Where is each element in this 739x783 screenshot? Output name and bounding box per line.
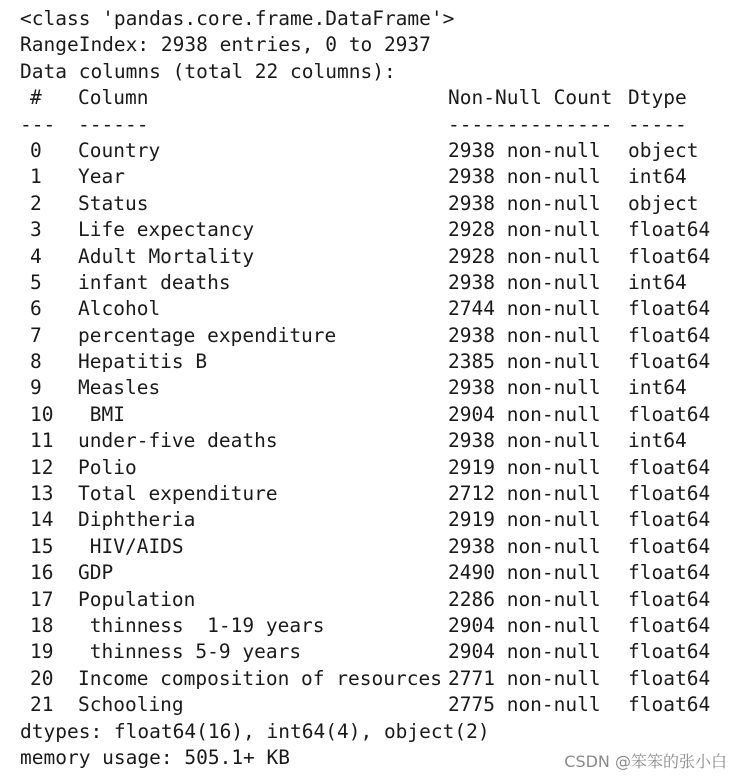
row-column-name: Alcohol xyxy=(78,297,161,321)
row-dtype: float64 xyxy=(628,587,711,611)
header-column: Column xyxy=(78,86,149,110)
range-index-line: RangeIndex: 2938 entries, 0 to 2937 xyxy=(20,33,431,57)
row-dtype: float64 xyxy=(628,402,711,426)
row-non-null-count: 2904 non-null xyxy=(448,402,601,426)
table-row xyxy=(20,692,739,718)
header-non-null-count: Non-Null Count xyxy=(448,86,613,110)
row-non-null-count: 2385 non-null xyxy=(448,350,601,374)
row-dtype: object xyxy=(628,138,699,162)
rule-non-null-count: -------------- xyxy=(448,112,613,136)
table-row xyxy=(20,639,739,665)
table-row xyxy=(20,455,739,481)
row-column-name: Life expectancy xyxy=(78,218,255,242)
row-index: 15 xyxy=(30,534,54,558)
row-column-name: GDP xyxy=(78,561,114,585)
table-row xyxy=(20,191,739,217)
row-column-name: Year xyxy=(78,165,125,189)
row-index: 17 xyxy=(30,587,54,611)
row-column-name: Population xyxy=(78,587,196,611)
row-column-name: Adult Mortality xyxy=(78,244,255,268)
row-dtype: float64 xyxy=(628,482,711,506)
row-non-null-count: 2928 non-null xyxy=(448,218,601,242)
table-row xyxy=(20,349,739,375)
row-index: 11 xyxy=(30,429,54,453)
row-non-null-count: 2490 non-null xyxy=(448,561,601,585)
row-index: 0 xyxy=(30,138,42,162)
table-header xyxy=(20,85,739,111)
row-column-name: Measles xyxy=(78,376,161,400)
row-non-null-count: 2919 non-null xyxy=(448,455,601,479)
table-row xyxy=(20,375,739,401)
row-index: 13 xyxy=(30,482,54,506)
row-non-null-count: 2286 non-null xyxy=(448,587,601,611)
row-index: 9 xyxy=(30,376,42,400)
row-index: 12 xyxy=(30,455,54,479)
row-dtype: float64 xyxy=(628,508,711,532)
row-column-name: Status xyxy=(78,191,149,215)
row-column-name: thinness 5-9 years xyxy=(78,640,302,664)
table-row xyxy=(20,323,739,349)
row-index: 3 xyxy=(30,218,42,242)
row-non-null-count: 2938 non-null xyxy=(448,376,601,400)
row-dtype: float64 xyxy=(628,534,711,558)
row-non-null-count: 2938 non-null xyxy=(448,138,601,162)
row-index: 20 xyxy=(30,666,54,690)
rule-column: ------ xyxy=(78,112,149,136)
table-row xyxy=(20,560,739,586)
row-dtype: float64 xyxy=(628,218,711,242)
rule-dtype: ----- xyxy=(628,112,687,136)
table-rule xyxy=(20,112,739,138)
row-dtype: float64 xyxy=(628,350,711,374)
row-non-null-count: 2938 non-null xyxy=(448,323,601,347)
row-dtype: float64 xyxy=(628,613,711,637)
row-index: 14 xyxy=(30,508,54,532)
row-column-name: thinness 1-19 years xyxy=(78,613,325,637)
row-non-null-count: 2919 non-null xyxy=(448,508,601,532)
table-row xyxy=(20,164,739,190)
table-row xyxy=(20,613,739,639)
row-non-null-count: 2775 non-null xyxy=(448,693,601,717)
row-non-null-count: 2744 non-null xyxy=(448,297,601,321)
class-line: <class 'pandas.core.frame.DataFrame'> xyxy=(20,7,455,30)
row-column-name: Schooling xyxy=(78,693,184,717)
row-non-null-count: 2938 non-null xyxy=(448,165,601,189)
row-index: 7 xyxy=(30,323,42,347)
row-non-null-count: 2904 non-null xyxy=(448,613,601,637)
row-column-name: BMI xyxy=(78,402,125,426)
table-row xyxy=(20,587,739,613)
dtypes-line: dtypes: float64(16), int64(4), object(2) xyxy=(20,719,490,743)
row-column-name: HIV/AIDS xyxy=(78,534,184,558)
data-columns-line: Data columns (total 22 columns): xyxy=(20,59,396,83)
table-row xyxy=(20,534,739,560)
table-row xyxy=(20,428,739,454)
row-index: 2 xyxy=(30,191,42,215)
table-row xyxy=(20,138,739,164)
row-index: 18 xyxy=(30,613,54,637)
row-non-null-count: 2904 non-null xyxy=(448,640,601,664)
table-row xyxy=(20,244,739,270)
row-dtype: float64 xyxy=(628,455,711,479)
header-dtype: Dtype xyxy=(628,86,687,110)
table-row xyxy=(20,270,739,296)
csdn-watermark: CSDN @笨笨的张小白 xyxy=(564,751,727,771)
row-index: 5 xyxy=(30,270,42,294)
row-column-name: Polio xyxy=(78,455,137,479)
rule-index: --- xyxy=(20,112,56,136)
row-dtype: object xyxy=(628,191,699,215)
table-row xyxy=(20,296,739,322)
row-dtype: int64 xyxy=(628,165,687,189)
table-row xyxy=(20,402,739,428)
table-body xyxy=(20,138,739,719)
row-column-name: under-five deaths xyxy=(78,429,278,453)
row-dtype: int64 xyxy=(628,270,687,294)
row-index: 1 xyxy=(30,165,42,189)
row-non-null-count: 2928 non-null xyxy=(448,244,601,268)
row-dtype: float64 xyxy=(628,693,711,717)
row-index: 4 xyxy=(30,244,42,268)
row-non-null-count: 2771 non-null xyxy=(448,666,601,690)
row-dtype: float64 xyxy=(628,666,711,690)
table-row xyxy=(20,217,739,243)
row-dtype: float64 xyxy=(628,323,711,347)
row-column-name: Diphtheria xyxy=(78,508,196,532)
row-index: 19 xyxy=(30,640,54,664)
row-dtype: float64 xyxy=(628,561,711,585)
row-dtype: float64 xyxy=(628,640,711,664)
row-column-name: percentage expenditure xyxy=(78,323,337,347)
row-index: 6 xyxy=(30,297,42,321)
row-non-null-count: 2938 non-null xyxy=(448,270,601,294)
row-column-name: Hepatitis B xyxy=(78,350,208,374)
row-index: 21 xyxy=(30,693,54,717)
row-non-null-count: 2938 non-null xyxy=(448,191,601,215)
row-index: 10 xyxy=(30,402,54,426)
row-column-name: infant deaths xyxy=(78,270,231,294)
row-non-null-count: 2938 non-null xyxy=(448,429,601,453)
table-row xyxy=(20,507,739,533)
row-column-name: Country xyxy=(78,138,161,162)
row-dtype: int64 xyxy=(628,376,687,400)
row-column-name: Income composition of resources xyxy=(78,666,442,690)
table-row xyxy=(20,481,739,507)
row-dtype: int64 xyxy=(628,429,687,453)
row-index: 8 xyxy=(30,350,42,374)
row-dtype: float64 xyxy=(628,297,711,321)
row-non-null-count: 2938 non-null xyxy=(448,534,601,558)
memory-usage-line: memory usage: 505.1+ KB xyxy=(20,745,291,769)
row-dtype: float64 xyxy=(628,244,711,268)
row-index: 16 xyxy=(30,561,54,585)
table-row xyxy=(20,666,739,692)
row-column-name: Total expenditure xyxy=(78,482,278,506)
row-non-null-count: 2712 non-null xyxy=(448,482,601,506)
header-index: # xyxy=(30,86,42,110)
